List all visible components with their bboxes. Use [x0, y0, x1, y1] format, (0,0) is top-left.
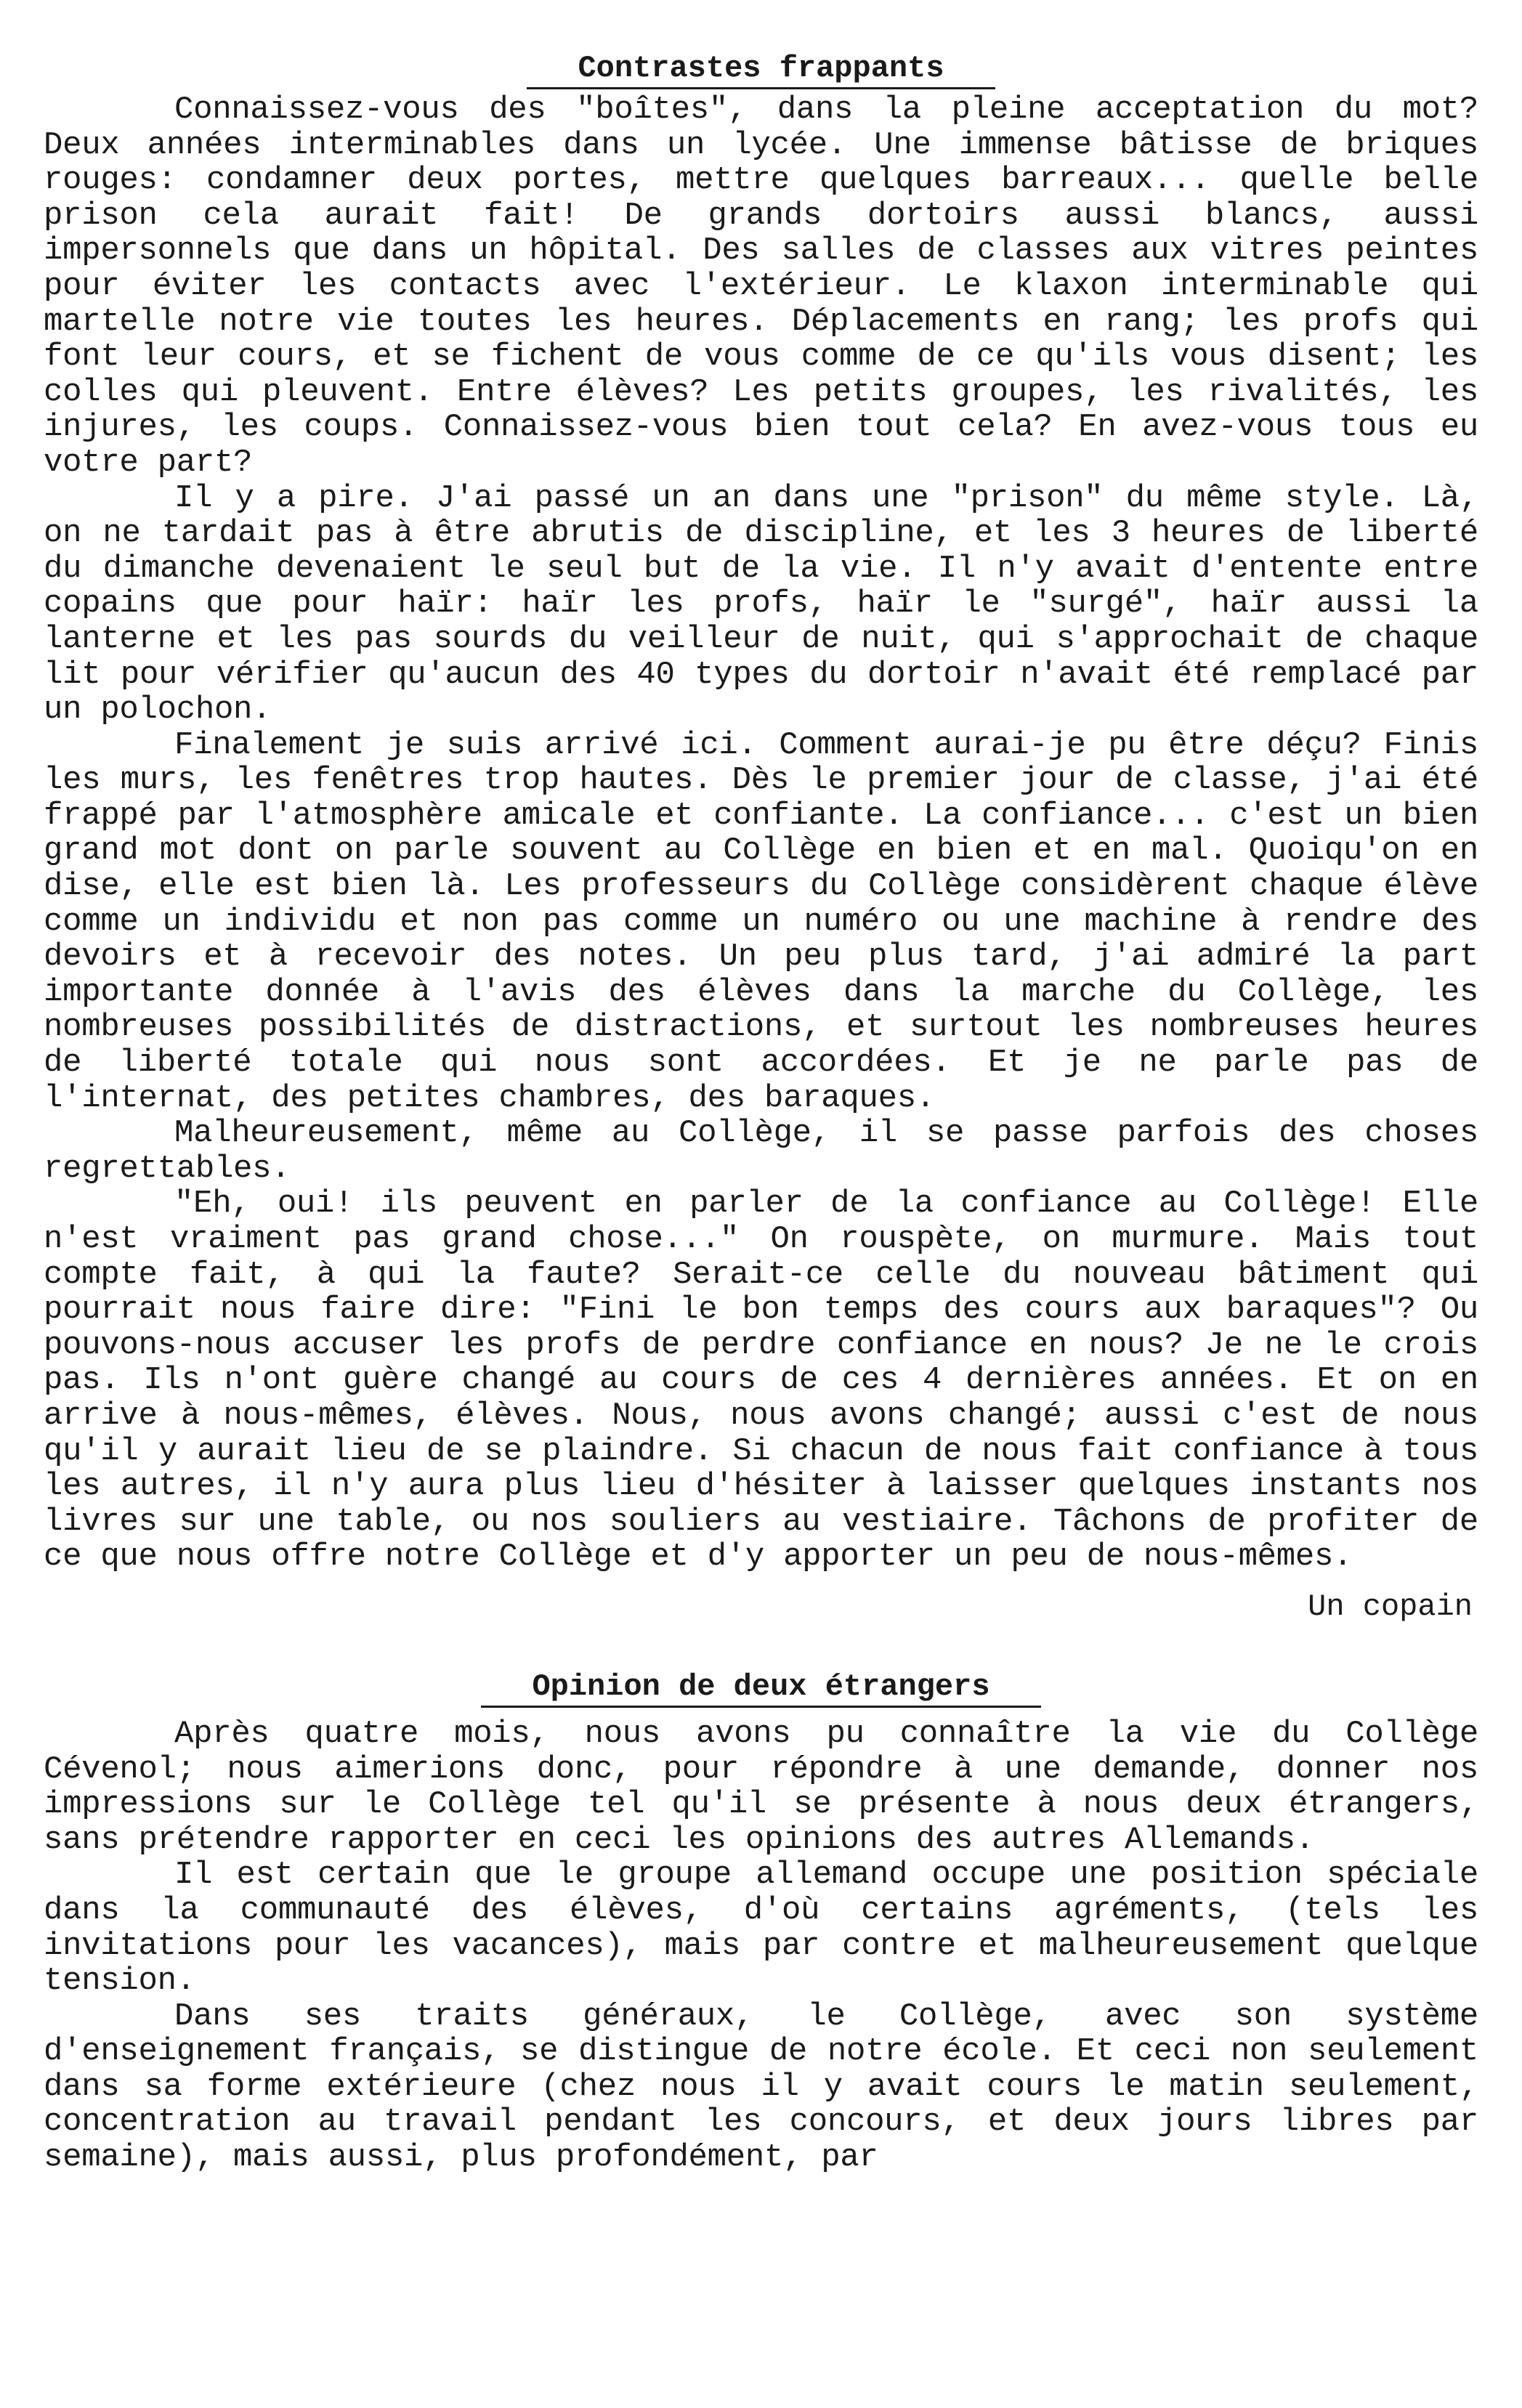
page: [44, 51, 1478, 2176]
paragraph: Connaissez-vous des "boîtes", dans la pleine acceptation du mot? Deux années interminables dans un lycée. Une immense bâtisse de briques rouges: condamner deux portes, mettre quelques barreaux... quelle belle prison cela aurait fait! De grands dortoirs aussi blancs, aussi impersonnels que dans un hôpital. Des salles de classes aux vitres peintes pour éviter les contacts avec l'extérieur. Le klaxon interminable qui martelle notre vie toutes les heures. Déplacements en rang; les profs qui font leur cours, et se fichent de vous comme de ce qu'ils vous disent; les colles qui pleuvent. Entre élèves? Les petits groupes, les rivalités, les injures, les coups. Connaissez-vous bien tout cela? En avez-vous tous eu votre part?: [44, 92, 1478, 481]
article-opinion-de-deux-etrangers: [44, 1669, 1478, 2176]
article-title: [44, 51, 1478, 89]
article-contrastes-frappants: [44, 51, 1478, 1624]
paragraph: Il y a pire. J'ai passé un an dans une "prison" du même style. Là, on ne tardait pas à être abrutis de discipline, et les 3 heures de liberté du dimanche devenaient le seul but de la vie. Il n'y avait d'entente entre copains que pour haïr: haïr les profs, haïr le "surgé", haïr aussi la lanterne et les pas sourds du veilleur de nuit, qui s'approchait de chaque lit pour vérifier qu'aucun des 40 types du dortoir n'avait été remplacé par un polochon.: [44, 479, 1478, 729]
paragraph: Malheureusement, même au Collège, il se passe parfois des choses regrettables.: [44, 1115, 1478, 1187]
paragraph: Dans ses traits généraux, le Collège, avec son système d'enseignement français, se distingue de notre école. Et ceci non seulement dans sa forme extérieure (chez nous il y avait cours le matin seulement, concentration au travail pendant les concours, et deux jours libres par semaine), mais aussi, plus profondément, par: [44, 1998, 1478, 2176]
article-title: [44, 1669, 1478, 1708]
article-signature: Un copain: [1308, 1589, 1473, 1624]
paragraph: Après quatre mois, nous avons pu connaître la vie du Collège Cévenol; nous aimerions donc, pour répondre à une demande, donner nos impressions sur le Collège tel qu'il se présente à nous deux étrangers, sans prétendre rapporter en ceci les opinions des autres Allemands.: [44, 1715, 1478, 1858]
paragraph: Finalement je suis arrivé ici. Comment aurai-je pu être déçu? Finis les murs, les fenêtres trop hautes. Dès le premier jour de classe, j'ai été frappé par l'atmosphère amicale et confiante. La confiance... c'est un bien grand mot dont on parle souvent au Collège en bien et en mal. Quoiqu'on en dise, elle est bien là. Les professeurs du Collège considèrent chaque élève comme un individu et non pas comme un numéro ou une machine à rendre des devoirs et à recevoir des notes. Un peu plus tard, j'ai admiré la part importante donnée à l'avis des élèves dans la marche du Collège, les nombreuses possibilités de distractions, et surtout les nombreuses heures de liberté totale qui nous sont accordées. Et je ne parle pas de l'internat, des petites chambres, des baraques.: [44, 726, 1478, 1116]
paragraph: "Eh, oui! ils peuvent en parler de la confiance au Collège! Elle n'est vraiment pas grand chose..." On rouspète, on murmure. Mais tout compte fait, à qui la faute? Serait-ce celle du nouveau bâtiment qui pourrait nous faire dire: "Fini le bon temps des cours aux baraques"? Ou pouvons-nous accuser les profs de perdre confiance en nous? Je ne le crois pas. Ils n'ont guère changé au cours de ces 4 dernières années. Et on en arrive à nous-mêmes, élèves. Nous, nous avons changé; aussi c'est de nous qu'il y aurait lieu de se plaindre. Si chacun de nous fait confiance à tous les autres, il n'y aura plus lieu d'hésiter à laisser quelques instants nos livres sur une table, ou nos souliers au vestiaire. Tâchons de profiter de ce que nous offre notre Collège et d'y apporter un peu de nous-mêmes.: [44, 1185, 1478, 1576]
article-title-text: Opinion de deux étrangers: [481, 1669, 1040, 1708]
paragraph: Il est certain que le groupe allemand occupe une position spéciale dans la communauté des élèves, d'où certains agréments, (tels les invitations pour les vacances), mais par contre et malheureusement quelque tension.: [44, 1857, 1478, 2000]
article-title-text: Contrastes frappants: [527, 51, 995, 89]
